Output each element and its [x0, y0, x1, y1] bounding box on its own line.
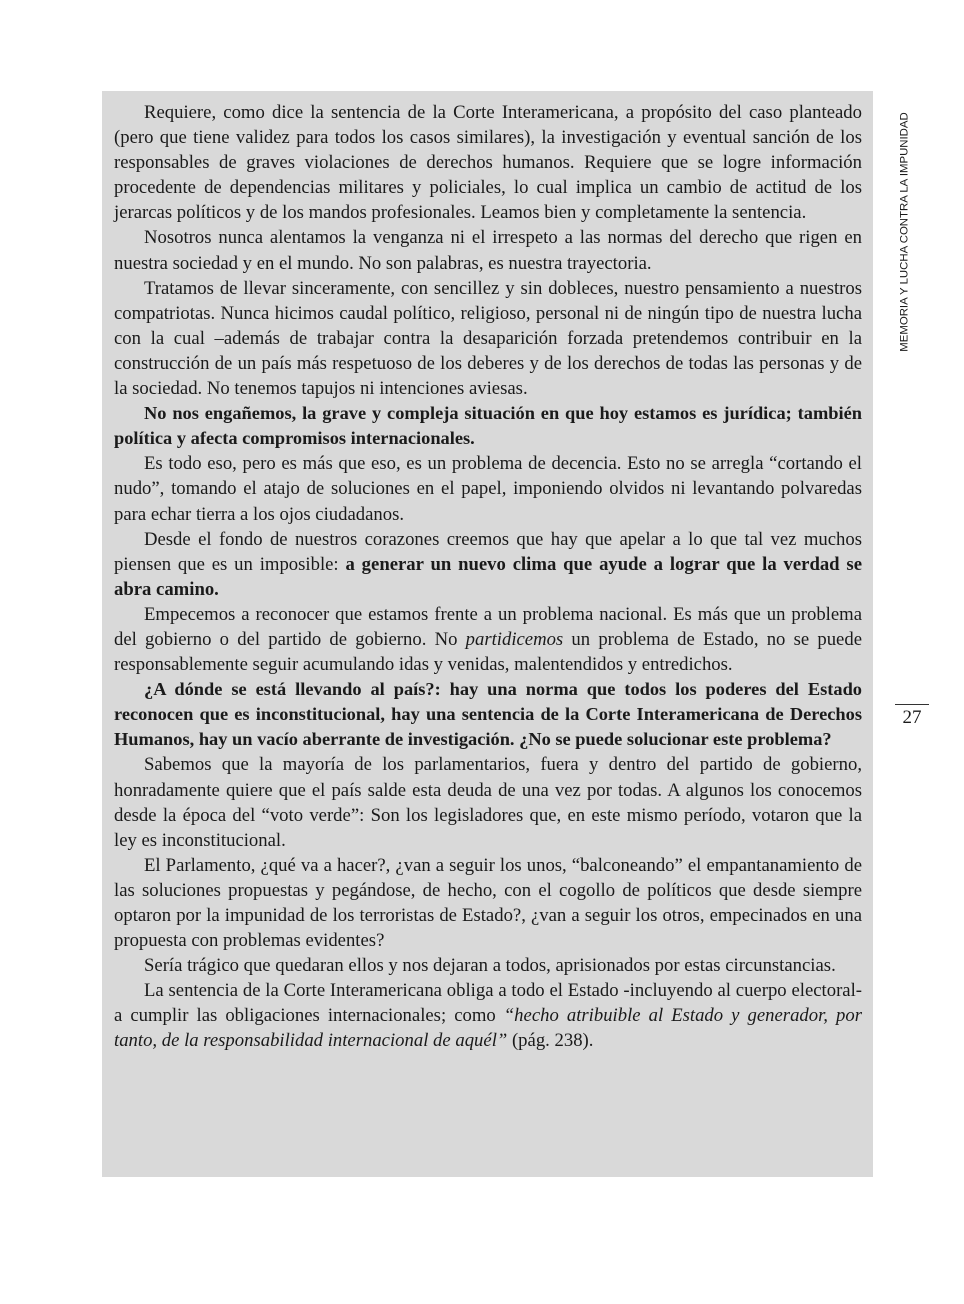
page-number: 27 — [902, 707, 922, 728]
paragraph-text: Empecemos a reconocer que estamos frente a un problema nacional. Es más que un problema del gobierno o del partido de gobierno. No — [114, 603, 862, 650]
paragraph-text: un problema de Estado, no se puede responsablemente seguir acumulando idas y venidas, malentendidos y entredichos. — [114, 628, 862, 676]
paragraph: Tratamos de llevar sinceramente, con sencillez y sin dobleces, nuestro pensamiento a nuestros compatriotas. Nunca hicimos caudal político, religioso, personal ni de ningún tipo de nuestra lucha con la cual –además de trabajar contra la desaparición forzada pretendemos contribuir en la construcción de un país más respetuoso de los deberes y de los derechos de todas las personas y de la sociedad. No tenemos tapujos ni intenciones aviesas. — [114, 277, 862, 400]
paragraph: Sería trágico que quedaran ellos y nos dejaran a todos, aprisionados por estas circunstancias. — [144, 955, 836, 977]
paragraph: Sabemos que la mayoría de los parlamentarios, fuera y dentro del partido de gobierno, honradamente quiere que el país salde esta deuda de una vez por todas. A algunos los conocemos desde la época del “voto verde”: Son los legisladores que, en este mismo período, votaron que la ley es inconstitucional. — [114, 754, 862, 851]
paragraph-text: La sentencia de la Corte Interamericana obliga a todo el Estado -incluyendo al cuerpo electoral- a cumplir las obligaciones internacionales; como — [114, 980, 862, 1027]
bold-paragraph: No nos engañemos, la grave y compleja situación en que hoy estamos es jurídica; también política y afecta compromisos internacionales. — [114, 403, 862, 449]
paragraph: Es todo eso, pero es más que eso, es un problema de decencia. Esto no se arregla “cortando el nudo”, tomando el atajo de soluciones en el papel, imponiendo olvidos ni levantando polvaredas para echar tierra a los ojos ciudadanos. — [114, 453, 862, 525]
paragraph: El Parlamento, ¿qué va a hacer?, ¿van a seguir los unos, “balconeando” el empantanamiento de las soluciones propuestas y pegándose, de hecho, con el cogollo de políticos que desde siempre optaron por la impunidad de los terroristas de Estado?, ¿van a seguir los otros, empecinados en una propuesta con problemas evidentes? — [114, 854, 862, 952]
bold-paragraph: ¿A dónde se está llevando al país?: hay una norma que todos los poderes del Estado reconocen que es inconstitucional, hay una sentencia de la Corte Interamericana de Derechos Humanos, hay un vacío aberrante de investigación. ¿No se puede solucionar este problema? — [114, 679, 862, 750]
page-number-rule — [895, 704, 929, 705]
paragraph — [114, 978, 862, 1053]
paragraph — [114, 527, 862, 602]
paragraph: Requiere, como dice la sentencia de la Corte Interamericana, a propósito del caso planteado (pero que tiene validez para todos los casos similares), la investigación y eventual sanción de los responsables de graves violaciones de derechos humanos. Requiere que se logre información procedente de dependencias militares y policiales, lo cual implica un cambio de actitud de los jerarcas políticos y de los mandos profesionales. Leamos bien y completamente la sentencia. — [114, 102, 862, 224]
paragraph-text: (pág. 238). — [507, 1030, 594, 1052]
paragraph-text: Desde el fondo de nuestros corazones creemos que hay que apelar a lo que tal vez muchos piensen que es un imposible: — [114, 528, 862, 575]
running-head-text: MEMORIA Y LUCHA CONTRA LA IMPUNIDAD — [899, 112, 911, 352]
bold-phrase: a generar un nuevo clima que ayude a lograr que la verdad se abra camino. — [114, 553, 862, 600]
italic-word: partidicemos — [465, 628, 564, 650]
text-panel — [102, 91, 873, 1177]
paragraph — [114, 602, 862, 677]
italic-quote: “hecho atribuible al Estado y generador, por tanto, de la responsabilidad internacional de aquél” — [114, 1005, 862, 1052]
paragraph: Nosotros nunca alentamos la venganza ni el irrespeto a las normas del derecho que rigen en nuestra sociedad y en el mundo. No son palabras, es nuestra trayectoria. — [114, 227, 862, 274]
running-head — [895, 103, 915, 361]
